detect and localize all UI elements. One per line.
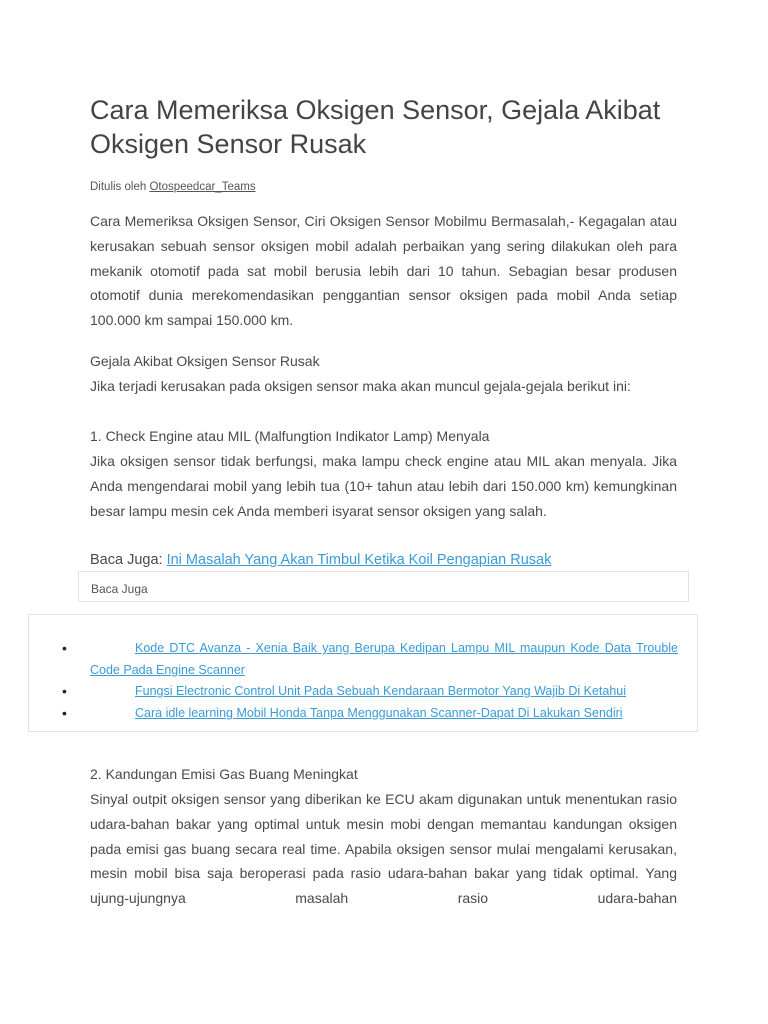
read-also-box (78, 571, 689, 602)
byline-prefix: Ditulis oleh (90, 181, 147, 193)
author-link[interactable]: Otospeedcar_Teams (149, 181, 256, 193)
read-also-line (90, 548, 551, 572)
point2-body: Sinyal outpit oksigen sensor yang diberikan ke ECU akam digunakan untuk menentukan rasio udara-bahan bakar yang optimal untuk mesin mobi dengan memantau kandungan oksigen pada emisi gas buang secara real time. Apabila oksigen sensor mulai mengalami kerusakan, mesin mobil bisa saja beroperasi pada rasio udara-bahan bakar yang tidak optimal. Yang ujung-ujungnya masalah rasio udara-bahan (90, 791, 677, 907)
bullet-icon: • (62, 640, 67, 656)
point1-heading: 1. Check Engine atau MIL (Malfungtion Indikator Lamp) Menyala (90, 428, 490, 444)
read-also-link[interactable]: Ini Masalah Yang Akan Timbul Ketika Koil Pengapian Rusak (166, 552, 552, 568)
bullet-icon: • (62, 705, 67, 721)
point2-heading: 2. Kandungan Emisi Gas Buang Meningkat (90, 766, 358, 782)
read-also-box-label: Baca Juga (91, 582, 148, 596)
section-lead: Jika terjadi kerusakan pada oksigen sensor maka akan muncul gejala-gejala berikut ini: (90, 378, 631, 394)
intro-paragraph: Cara Memeriksa Oksigen Sensor, Ciri Oksigen Sensor Mobilmu Bermasalah,- Kegagalan atau kerusakan sebuah sensor oksigen mobil adalah perbaikan yang sering dilakukan oleh para mekanik otomotif pada sat mobil berusia lebih dari 10 tahun. Sebagian besar produsen otomotif dunia merekomendasikan penggantian sensor oksigen pada mobil Anda setiap 100.000 km sampai 150.000 km. (90, 213, 677, 329)
related-link-3[interactable]: Cara idle learning Mobil Honda Tanpa Menggunakan Scanner-Dapat Di Lakukan Sendiri (135, 706, 623, 720)
bullet-icon: • (62, 683, 67, 699)
related-link-1[interactable]: Kode DTC Avanza - Xenia Baik yang Berupa Kedipan Lampu MIL maupun Kode Data Trouble Code Pada Engine Scanner (90, 641, 678, 677)
point1-body: Jika oksigen sensor tidak berfungsi, maka lampu check engine atau MIL akan menyala. Jika Anda mengendarai mobil yang lebih tua (10+ tahun atau lebih dari 150.000 km) kemungkinan besar lampu mesin cek Anda memberi isyarat sensor oksigen yang salah. (90, 453, 677, 519)
related-link-2[interactable]: Fungsi Electronic Control Unit Pada Sebuah Kendaraan Bermotor Yang Wajib Di Ketahui (135, 684, 627, 698)
article-title: Cara Memeriksa Oksigen Sensor, Gejala Akibat Oksigen Sensor Rusak (90, 95, 661, 159)
byline (90, 181, 256, 193)
read-also-prefix: Baca Juga: (90, 552, 163, 568)
section-heading: Gejala Akibat Oksigen Sensor Rusak (90, 353, 320, 369)
